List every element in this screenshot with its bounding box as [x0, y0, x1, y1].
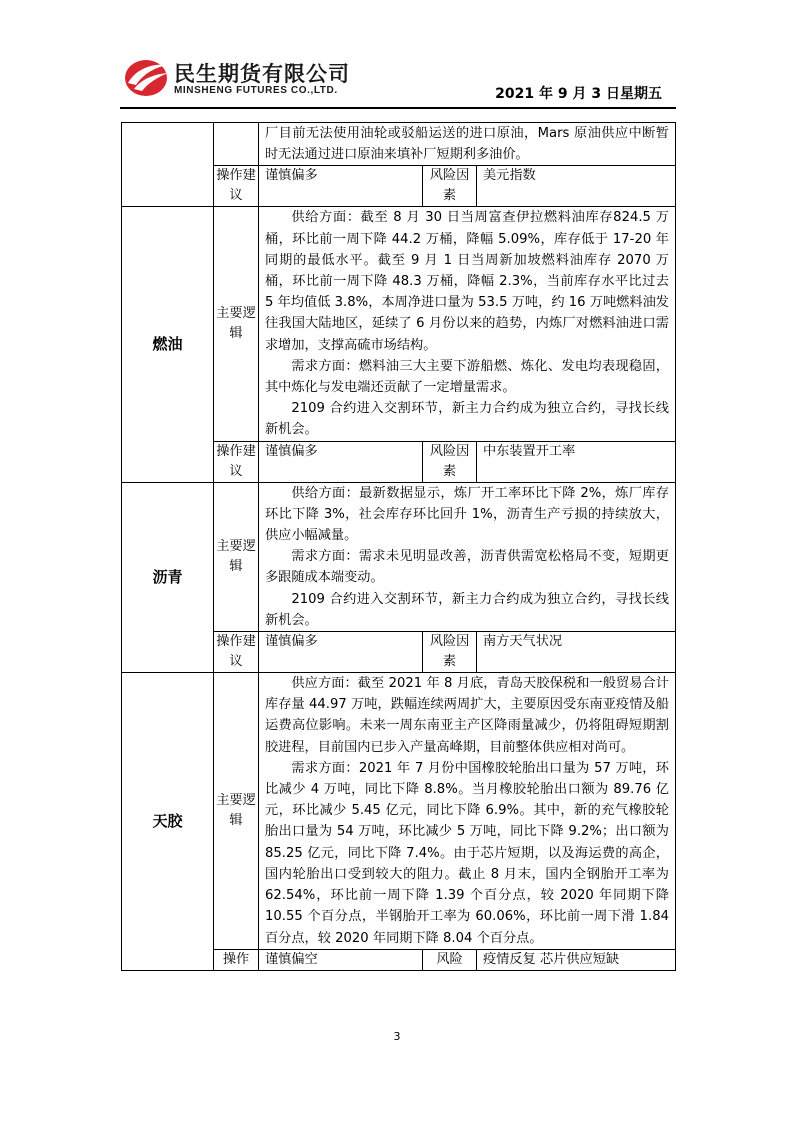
table-row: [122, 207, 676, 441]
operation-label: 操作: [214, 949, 259, 970]
asphalt-logic: [259, 482, 676, 631]
rubber-logic: [259, 673, 676, 950]
table-row: [122, 123, 676, 166]
logic-label-cell-empty: [214, 123, 259, 166]
risk-value: 南方天气状况: [477, 632, 676, 673]
logic-label: 主要逻辑: [214, 673, 259, 950]
logic-label: 主要逻辑: [214, 482, 259, 631]
company-logo: [124, 55, 374, 101]
risk-value: 疫情反复 芯片供应短缺: [477, 949, 676, 970]
operation-value: 谨慎偏空: [259, 949, 423, 970]
operation-value: 谨慎偏多: [259, 441, 423, 482]
paragraph: 供给方面：截至 8 月 30 日当周富查伊拉燃料油库存824.5 万桶，环比前一周下降 44.2 万桶，降幅 5.09%，库存低于 17-20 年同期的最低水平。截至 9 月 1 日当周新加坡燃料油库存 2070 万桶，环比前一周下降 48.3 万桶，降幅 2.3%，当前库存水平比过去 5 年均值低 3.8%，本周净进口量为 53.5 万吨，约 16 万吨燃料油发往我国大陆地区，延续了 6 月份以来的趋势，内炼厂对燃料油进口需求增加，支撑高硫市场结构。: [265, 210, 669, 353]
risk-value: 中东装置开工率: [477, 441, 676, 482]
operation-label: 操作建议: [214, 441, 259, 482]
page-header: [0, 0, 794, 110]
table-row: [122, 482, 676, 631]
risk-label: 风险: [423, 949, 477, 970]
operation-label: 操作建议: [214, 632, 259, 673]
paragraph: 2109 合约进入交割环节，新主力合约成为独立合约，寻找长线新机会。: [265, 591, 669, 628]
continuation-text: 厂目前无法使用油轮或驳船运送的进口原油，Mars 原油供应中断暂时无法通过进口原油来填补厂短期利多油价。: [259, 123, 676, 166]
paragraph: 需求方面：需求未见明显改善，沥青供需宽松格局不变，短期更多跟随成本端变动。: [265, 549, 669, 586]
operation-value: 谨慎偏多: [259, 166, 423, 207]
risk-label: 风险因素: [423, 441, 477, 482]
paragraph: 供给方面：最新数据显示，炼厂开工率环比下降 2%，炼厂库存环比下降 3%，社会库存环比回升 1%，沥青生产亏损的持续放大，供应小幅减量。: [265, 485, 669, 544]
company-name-cn: 民生期货有限公司: [174, 62, 350, 86]
paragraph: 2109 合约进入交割环节，新主力合约成为独立合约，寻找长线新机会。: [265, 401, 669, 438]
category-rubber: 天胶: [122, 673, 214, 971]
company-name-en: MINSHENG FUTURES CO.,LTD.: [174, 85, 338, 96]
category-fuel-oil: 燃油: [122, 207, 214, 482]
fuel-oil-logic: [259, 207, 676, 441]
header-rule: [120, 107, 676, 109]
table-row: [122, 673, 676, 950]
operation-value: 谨慎偏多: [259, 632, 423, 673]
commodity-table: [121, 122, 676, 971]
operation-label: 操作建议: [214, 166, 259, 207]
category-asphalt: 沥青: [122, 482, 214, 672]
paragraph: 需求方面：2021 年 7 月份中国橡胶轮胎出口量为 57 万吨，环比减少 4 万吨，同比下降 8.8%。当月橡胶轮胎出口额为 89.76 亿元，环比减少 5.45 亿元，同比下降 6.9%。其中，新的充气橡胶轮胎出口量为 54 万吨，环比减少 5 万吨，同比下降 9.2%；出口额为 85.25 亿元，同比下降 7.4%。由于芯片短期，以及海运费的高企，国内轮胎出口受到较大的阻力。截止 8 月末，国内全钢胎开工率为 62.54%，环比前一周下降 1.39 个百分点，较 2020 年同期下降 10.55 个百分点，半钢胎开工率为 60.06%，环比前一周下滑 1.84 百分点，较 2020 年同期下降 8.04 个百分点。: [265, 760, 669, 946]
risk-label: 风险因素: [423, 632, 477, 673]
page-number: 3: [393, 1030, 401, 1043]
category-cell-empty: [122, 123, 214, 207]
paragraph: 需求方面：燃料油三大主要下游船燃、炼化、发电均表现稳固，其中炼化与发电端还贡献了一定增量需求。: [265, 358, 669, 396]
logic-label: 主要逻辑: [214, 207, 259, 441]
risk-label: 风险因素: [423, 166, 477, 207]
logo-swoosh-icon: [124, 55, 170, 99]
risk-value: 美元指数: [477, 166, 676, 207]
paragraph: 供应方面：截至 2021 年 8 月底，青岛天胶保税和一般贸易合计库存量 44.97 万吨，跌幅连续两周扩大，主要原因受东南亚疫情及船运费高位影响。未来一周东南亚主产区降雨量减少，仍将阻碍短期割胶进程，目前国内已步入产量高峰期，目前整体供应相对尚可。: [265, 676, 669, 755]
report-date: 2021 年 9 月 3 日星期五: [495, 86, 662, 102]
